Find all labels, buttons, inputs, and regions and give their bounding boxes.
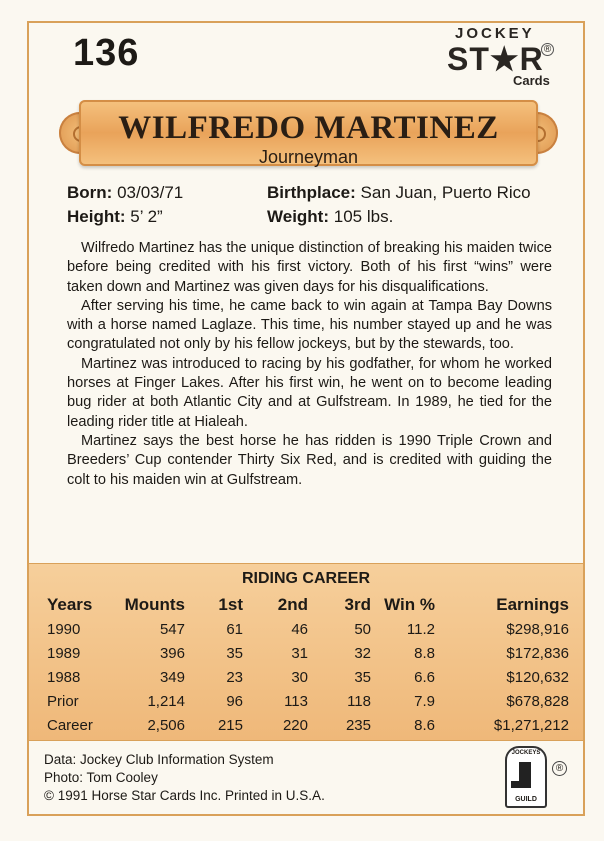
facts-block xyxy=(67,183,567,231)
cell: Prior xyxy=(47,692,79,710)
guild-top-text: JOCKEYS xyxy=(511,750,541,756)
cell: 1,214 xyxy=(147,692,185,710)
data-credit: Data: Jockey Club Information System xyxy=(44,752,274,767)
table-row xyxy=(47,641,569,665)
cell: 30 xyxy=(291,668,308,686)
bio-paragraph: Martinez was introduced to racing by his godfather, for whom he worked horses at Finger Lakes. After his first win, he went on to become leading bug rider at both Atlantic City and at Gulfstream. In 1989, he tied for the leading rider title at Hialeah. xyxy=(67,355,552,430)
registered-mark: ® xyxy=(541,43,554,56)
col-header: Win % xyxy=(384,595,435,614)
col-header: Mounts xyxy=(124,595,185,614)
cell: 8.8 xyxy=(414,644,435,662)
cell: $678,828 xyxy=(506,692,569,710)
cell: 31 xyxy=(291,644,308,662)
cell: 349 xyxy=(159,668,185,686)
cell: 1990 xyxy=(47,620,81,638)
bio-paragraph: Wilfredo Martinez has the unique distinction of breaking his maiden twice before being credited with his first victory. Both of his first “wins” were taken down and Martinez was given days for his disqualifications. xyxy=(67,240,552,295)
col-header: Earnings xyxy=(496,595,569,614)
name-banner xyxy=(57,96,560,171)
logo-main-text: ST★R xyxy=(447,41,544,77)
photo-credit: Photo: Tom Cooley xyxy=(44,770,158,785)
cell: 61 xyxy=(226,620,243,638)
col-header: 2nd xyxy=(277,595,308,614)
jockey-star-logo xyxy=(437,25,557,91)
credits xyxy=(44,751,325,805)
weight-fact: Weight: 105 lbs. xyxy=(267,207,394,226)
cell: $172,836 xyxy=(506,644,569,662)
col-header: 3rd xyxy=(344,595,371,614)
card-back xyxy=(27,21,585,816)
banner-plate xyxy=(79,100,538,166)
cell: 8.6 xyxy=(414,716,435,734)
table-header-row xyxy=(47,593,569,617)
cell: $120,632 xyxy=(506,668,569,686)
cell: 6.6 xyxy=(414,668,435,686)
height-fact: Height: 5’ 2” xyxy=(67,207,163,226)
biography xyxy=(67,239,552,490)
cell: 396 xyxy=(159,644,185,662)
table-row xyxy=(47,665,569,689)
logo-top-text: JOCKEY xyxy=(455,25,535,42)
cell: 220 xyxy=(282,716,308,734)
bio-paragraph: After serving his time, he came back to win again at Tampa Bay Downs with a horse named Laglaze. This time, his number stayed up and he was congratulated not only by his fellow jockeys, but by the stewards, too. xyxy=(67,297,552,353)
born-fact: Born: 03/03/71 xyxy=(67,183,184,202)
jockey-name: WILFREDO MARTINEZ xyxy=(118,110,499,146)
cell: 235 xyxy=(345,716,371,734)
table-row xyxy=(47,689,569,713)
cell: 35 xyxy=(226,644,243,662)
cell: 7.9 xyxy=(414,692,435,710)
cell: Career xyxy=(47,716,93,734)
cell: 23 xyxy=(226,668,243,686)
guild-bottom-text: GUILD xyxy=(515,796,537,803)
table-row xyxy=(47,617,569,641)
cell: 118 xyxy=(347,692,371,710)
cell: 32 xyxy=(354,644,371,662)
cell: 11.2 xyxy=(406,620,435,638)
col-header: 1st xyxy=(218,595,243,614)
cell: 96 xyxy=(226,692,243,710)
jockeys-guild-logo xyxy=(505,746,547,808)
cell: 1989 xyxy=(47,644,81,662)
card-number: 136 xyxy=(73,32,140,74)
table-row xyxy=(47,713,569,737)
cell: $298,916 xyxy=(506,620,569,638)
cell: 50 xyxy=(354,620,371,638)
cell: 215 xyxy=(217,716,243,734)
cell: 113 xyxy=(284,692,308,710)
jockey-role: Journeyman xyxy=(258,147,359,167)
guild-registered-mark: ® xyxy=(552,761,567,776)
career-title: RIDING CAREER xyxy=(241,570,370,587)
boot-icon xyxy=(519,762,531,788)
cell: 46 xyxy=(291,620,308,638)
cell: $1,271,212 xyxy=(493,716,569,734)
cell: 35 xyxy=(354,668,371,686)
career-table xyxy=(47,593,569,737)
riding-career-panel xyxy=(29,563,583,741)
logo-sub-text: Cards xyxy=(513,73,550,88)
bio-paragraph: Martinez says the best horse he has ridden is 1990 Triple Crown and Breeders’ Cup contender Thirty Six Red, and is credited with guiding the colt to his maiden win at Gulfstream. xyxy=(67,432,552,488)
cell: 1988 xyxy=(47,668,81,686)
copyright: © 1991 Horse Star Cards Inc. Printed in U.S.A. xyxy=(44,788,325,803)
cell: 547 xyxy=(159,620,185,638)
cell: 2,506 xyxy=(147,716,185,734)
col-header: Years xyxy=(47,595,93,614)
birthplace-fact: Birthplace: San Juan, Puerto Rico xyxy=(267,183,531,202)
